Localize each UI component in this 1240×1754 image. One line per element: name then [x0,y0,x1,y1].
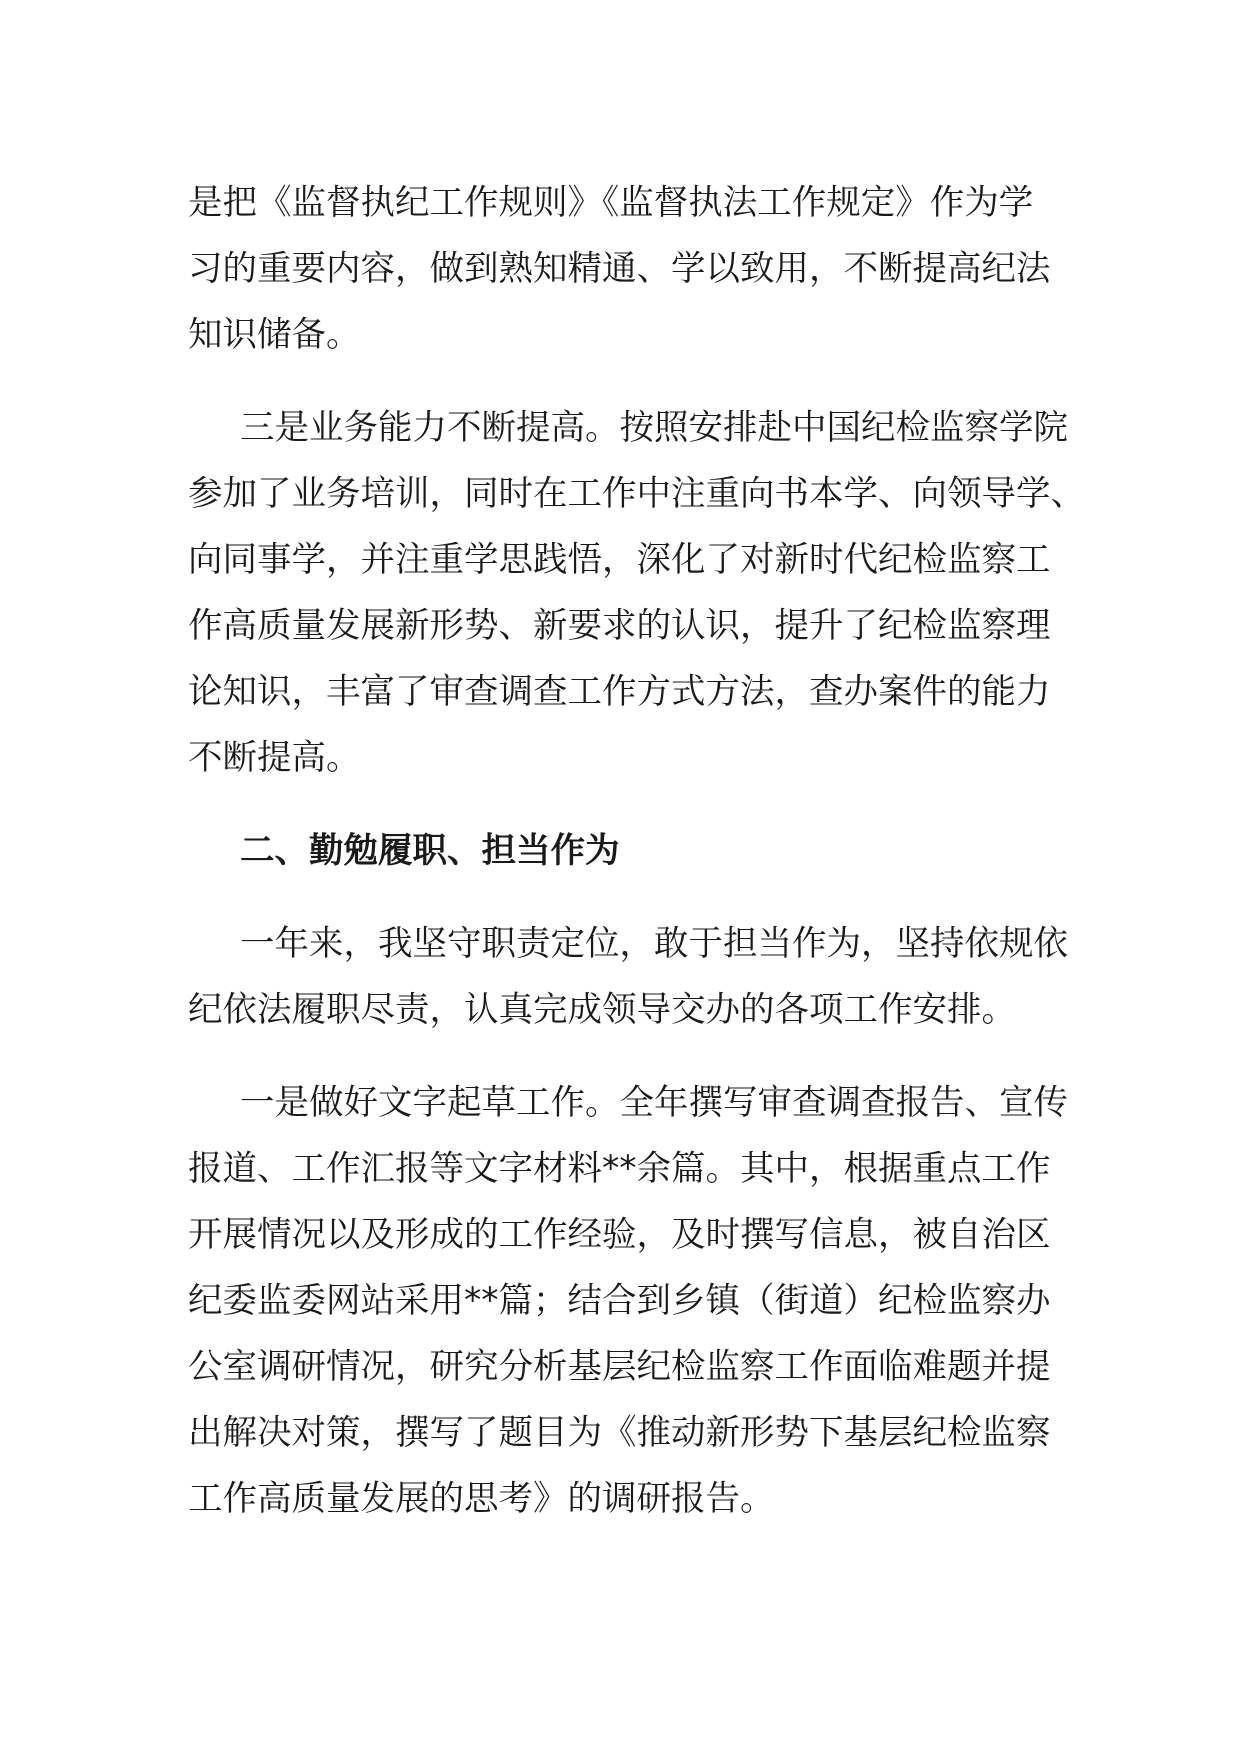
text-line: 纪委监委网站采用**篇；结合到乡镇（街道）纪检监察办 [188,1281,1051,1321]
paragraph [188,170,1054,368]
text-line: 参加了业务培训，同时在工作中注重向书本学、向领导学、 [188,474,1085,514]
paragraph [188,911,1068,1043]
document-body [188,170,1085,1532]
text-line: 工作高质量发展的思考》的调研报告。 [188,1479,775,1519]
text-line: 纪依法履职尽责，认真完成领导交办的各项工作安排。 [188,990,1016,1030]
text-line: 习的重要内容，做到熟知精通、学以致用，不断提高纪法 [188,249,1051,289]
paragraph-spacer [188,1043,1054,1070]
text-line: 公室调研情况，研究分析基层纪检监察工作面临难题并提 [188,1347,1051,1387]
text-line: 论知识，丰富了审查调查工作方式方法，查办案件的能力 [188,672,1051,712]
text-line: 三是业务能力不断提高。按照安排赴中国纪检监察学院 [240,408,1068,448]
text-line: 出解决对策，撰写了题目为《推动新形势下基层纪检监察 [188,1413,1051,1453]
text-line: 一是做好文字起草工作。全年撰写审查调查报告、宣传 [240,1083,1068,1123]
paragraph [188,395,1085,791]
paragraph [188,1070,1068,1532]
text-line: 不断提高。 [188,738,361,778]
text-line: 知识储备。 [188,315,361,355]
paragraph-spacer [188,791,1054,818]
text-line: 一年来，我坚守职责定位，敢于担当作为，坚持依规依 [240,924,1068,964]
paragraph-spacer [188,368,1054,395]
paragraph-spacer [188,884,1054,911]
text-line: 是把《监督执纪工作规则》《监督执法工作规定》作为学 [188,183,1034,223]
text-line: 向同事学，并注重学思践悟，深化了对新时代纪检监察工 [188,540,1051,580]
section-heading [188,818,1054,884]
text-line: 作高质量发展新形势、新要求的认识，提升了纪检监察理 [188,606,1051,646]
text-line: 开展情况以及形成的工作经验，及时撰写信息，被自治区 [188,1215,1051,1255]
heading-line: 二、勤勉履职、担当作为 [240,831,620,871]
text-line: 报道、工作汇报等文字材料**余篇。其中，根据重点工作 [188,1149,1051,1189]
